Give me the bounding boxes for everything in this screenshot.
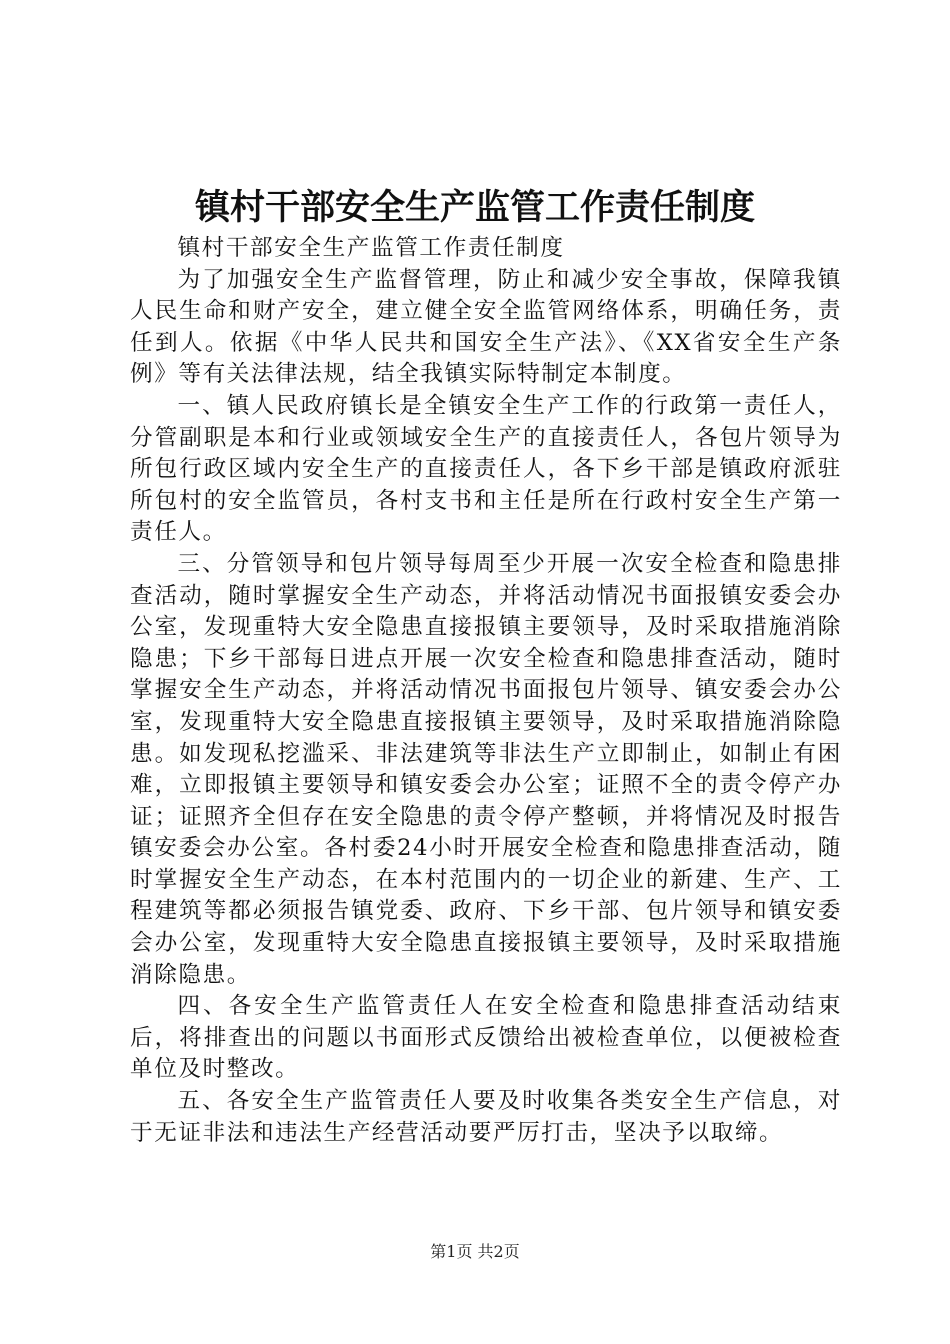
paragraph-article-3: 三、分管领导和包片领导每周至少开展一次安全检查和隐患排查活动，随时掌握安全生产动态，并将活动情况书面报镇安委会办公室，发现重特大安全隐患直接报镇主要领导，及时采取措施消除隐患；下乡干部每日进点开展一次安全检查和隐患排查活动，随时掌握安全生产动态，并将活动情况书面报包片领导、镇安委会办公室，发现重特大安全隐患直接报镇主要领导，及时采取措施消除隐患。如发现私挖滥采、非法建筑等非法生产立即制止，如制止有困难，立即报镇主要领导和镇安委会办公室；证照不全的责令停产办证；证照齐全但存在安全隐患的责令停产整顿，并将情况及时报告镇安委会办公室。各村委24小时开展安全检查和隐患排查活动，随时掌握安全生产动态，在本村范围内的一切企业的新建、生产、工程建筑等都必须报告镇党委、政府、下乡干部、包片领导和镇安委会办公室，发现重特大安全隐患直接报镇主要领导，及时采取措施消除隐患。	[130, 550, 842, 988]
paragraph-preamble: 为了加强安全生产监督管理，防止和减少安全事故，保障我镇人民生命和财产安全，建立健全安全监管网络体系，明确任务，责任到人。依据《中华人民共和国安全生产法》、《XX省安全生产条例》等有关法律法规，结全我镇实际特制定本制度。	[130, 266, 842, 388]
paragraph-article-4: 四、各安全生产监管责任人在安全检查和隐患排查活动结束后，将排查出的问题以书面形式反馈给出被检查单位，以便被检查单位及时整改。	[130, 993, 842, 1083]
document-title: 镇村干部安全生产监管工作责任制度	[194, 187, 755, 228]
page-number-footer: 第1页 共2页	[430, 1242, 520, 1261]
paragraph-article-1: 一、镇人民政府镇长是全镇安全生产工作的行政第一责任人，分管副职是本和行业或领域安全生产的直接责任人，各包片领导为所包行政区域内安全生产的直接责任人，各下乡干部是镇政府派驻所包村的安全监管员，各村支书和主任是所在行政村安全生产第一责任人。	[130, 392, 842, 546]
document-body	[130, 233, 842, 1149]
paragraph-subtitle: 镇村干部安全生产监管工作责任制度	[177, 235, 565, 261]
paragraph-article-5: 五、各安全生产监管责任人要及时收集各类安全生产信息，对于无证非法和违法生产经营活动要严厉打击，坚决予以取缔。	[130, 1088, 842, 1146]
